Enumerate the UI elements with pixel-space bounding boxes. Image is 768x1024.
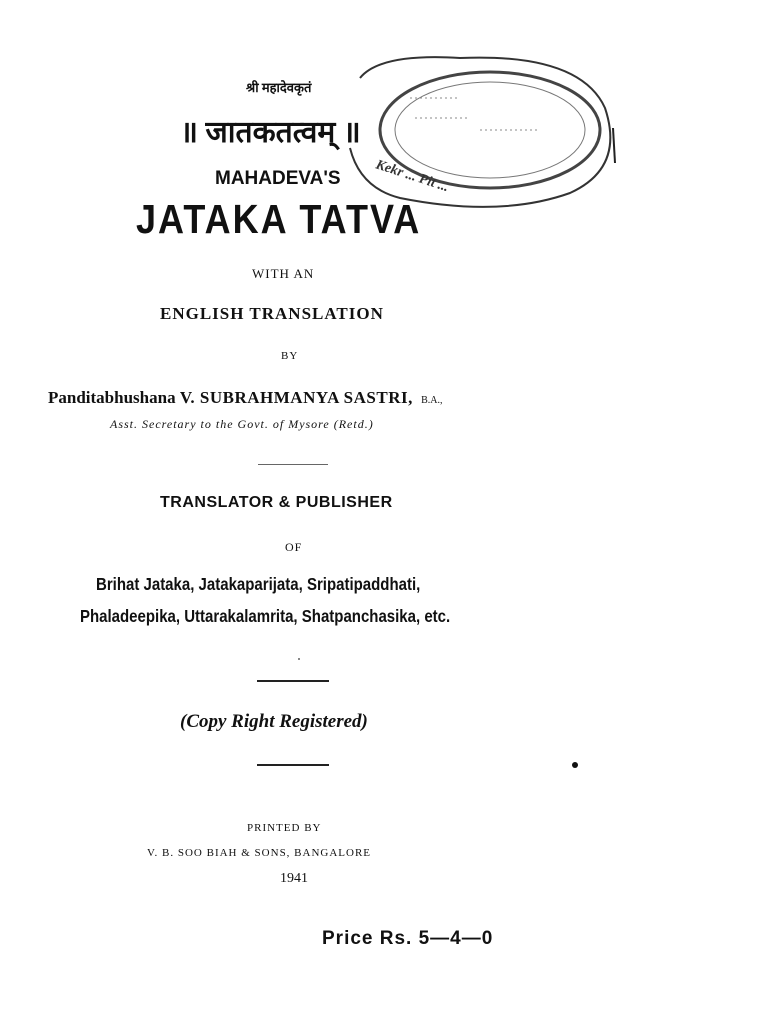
divider-rule bbox=[258, 464, 328, 465]
divider-rule bbox=[257, 764, 329, 766]
divider-rule bbox=[257, 680, 329, 682]
publication-year: 1941 bbox=[280, 871, 308, 886]
translator-role: TRANSLATOR & PUBLISHER bbox=[160, 494, 393, 511]
price-text: Price Rs. 5—4—0 bbox=[322, 928, 494, 949]
sanskrit-title: ॥ जातकतत्वम् ॥ bbox=[180, 116, 361, 149]
works-line-2: Phaladeepika, Uttarakalamrita, Shatpanchasika, etc. bbox=[80, 607, 451, 627]
speck bbox=[298, 658, 300, 660]
of-text: OF bbox=[285, 540, 303, 554]
translator-prefix: Panditabhushana bbox=[48, 388, 176, 407]
english-translation-text: ENGLISH TRANSLATION bbox=[160, 304, 384, 323]
library-stamp bbox=[340, 48, 630, 218]
translator-affiliation: Asst. Secretary to the Govt. of Mysore (Retd.) bbox=[110, 417, 374, 431]
printer-name: V. B. SOO BIAH & SONS, BANGALORE bbox=[147, 847, 372, 859]
sanskrit-attribution: श्री महादेवकृतं bbox=[246, 80, 312, 95]
translator-name: V. SUBRAHMANYA SASTRI, bbox=[179, 388, 413, 407]
ink-dot bbox=[572, 762, 578, 768]
svg-text:Kekr ... Pit ...: Kekr ... Pit ... bbox=[373, 157, 451, 196]
by-text: BY bbox=[281, 350, 299, 362]
printed-by-text: PRINTED BY bbox=[247, 822, 322, 834]
book-title: JATAKA TATVA bbox=[136, 196, 422, 242]
translator-line bbox=[48, 388, 443, 408]
author-possessive: MAHADEVA'S bbox=[215, 168, 341, 189]
works-line-1: Brihat Jataka, Jatakaparijata, Sripatipaddhati, bbox=[96, 575, 421, 595]
with-an-text: WITH AN bbox=[252, 266, 315, 281]
translator-degree: B.A., bbox=[421, 395, 443, 406]
copyright-notice: (Copy Right Registered) bbox=[180, 711, 368, 732]
